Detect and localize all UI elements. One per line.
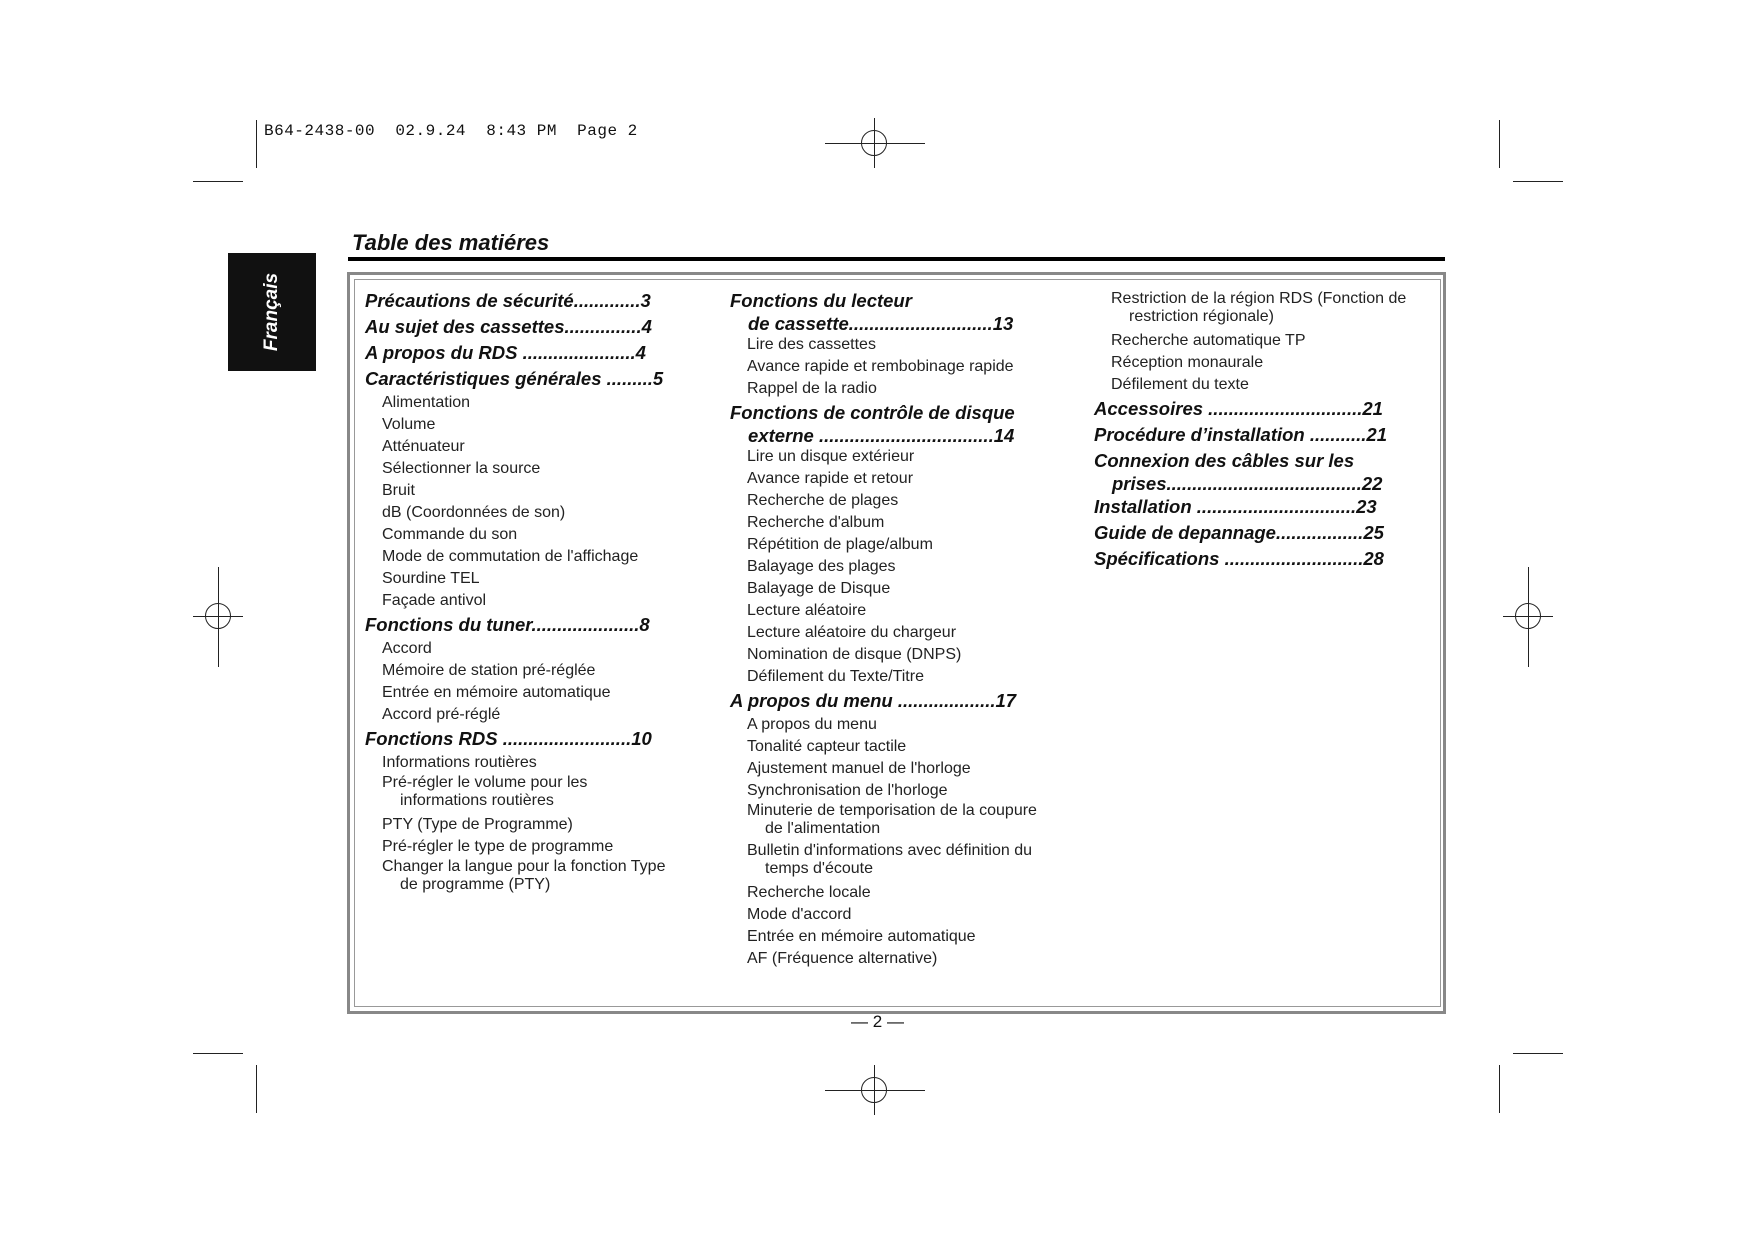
- toc-entry[interactable]: Nomination de disque (DNPS): [747, 646, 962, 663]
- language-tab: [228, 253, 316, 371]
- print-header: B64-2438-00 02.9.24 8:43 PM Page 2: [264, 122, 638, 140]
- registration-mark: [861, 1077, 887, 1103]
- toc-heading[interactable]: Accessoires ..............................21: [1094, 398, 1383, 419]
- toc-entry[interactable]: [365, 774, 700, 810]
- toc-entry[interactable]: Lecture aléatoire: [747, 602, 867, 619]
- toc-entry-line: de programme (PTY): [400, 876, 551, 893]
- toc-heading-continued[interactable]: de cassette............................13: [748, 313, 1014, 334]
- crop-mark: [193, 181, 243, 182]
- toc-entry[interactable]: Commande du son: [382, 526, 518, 543]
- toc-entry[interactable]: Défilement du Texte/Titre: [747, 668, 924, 685]
- toc-entry-line: temps d'écoute: [765, 860, 874, 877]
- registration-mark: [1515, 603, 1541, 629]
- toc-entry[interactable]: Avance rapide et retour: [747, 470, 914, 487]
- toc-heading[interactable]: Précautions de sécurité.............3: [365, 290, 651, 311]
- toc-column-1: [365, 288, 700, 898]
- toc-entry[interactable]: Synchronisation de l'horloge: [747, 782, 948, 799]
- toc-entry[interactable]: Recherche locale: [747, 884, 871, 901]
- page-title: Table des matiéres: [352, 230, 550, 255]
- toc-heading-continued[interactable]: prises......................................22: [1112, 473, 1383, 494]
- toc-entry[interactable]: Mode de commutation de l'affichage: [382, 548, 639, 565]
- toc-heading[interactable]: Connexion des câbles sur les: [1094, 450, 1355, 471]
- language-label: Français: [261, 272, 282, 352]
- crop-mark: [1513, 181, 1563, 182]
- toc-entry[interactable]: Défilement du texte: [1111, 376, 1249, 393]
- crop-mark: [256, 1065, 257, 1113]
- toc-entry[interactable]: Avance rapide et rembobinage rapide: [747, 358, 1014, 375]
- toc-entry[interactable]: Lire un disque extérieur: [747, 448, 915, 465]
- toc-entry[interactable]: Pré-régler le type de programme: [382, 838, 614, 855]
- toc-entry[interactable]: Entrée en mémoire automatique: [382, 684, 611, 701]
- toc-entry[interactable]: Balayage des plages: [747, 558, 896, 575]
- toc-entry[interactable]: A propos du menu: [747, 716, 877, 733]
- toc-entry[interactable]: Atténuateur: [382, 438, 465, 455]
- toc-entry-line: informations routières: [400, 792, 554, 809]
- toc-entry[interactable]: Mode d'accord: [747, 906, 852, 923]
- title-rule: [348, 257, 1445, 261]
- toc-heading[interactable]: Spécifications ...........................28: [1094, 548, 1384, 569]
- crop-mark: [256, 120, 257, 168]
- toc-entry-line: de l'alimentation: [765, 820, 881, 837]
- toc-heading[interactable]: A propos du menu ...................17: [730, 690, 1017, 711]
- registration-mark: [861, 130, 887, 156]
- toc-entry[interactable]: Recherche automatique TP: [1111, 332, 1306, 349]
- toc-entry[interactable]: Alimentation: [382, 394, 471, 411]
- toc-entry-line: Minuterie de temporisation de la coupure: [747, 802, 1037, 819]
- toc-entry[interactable]: Volume: [382, 416, 436, 433]
- toc-entry[interactable]: Tonalité capteur tactile: [747, 738, 907, 755]
- toc-entry[interactable]: Accord pré-réglé: [382, 706, 501, 723]
- toc-heading[interactable]: Procédure d’installation ...........21: [1094, 424, 1387, 445]
- toc-entry[interactable]: Recherche de plages: [747, 492, 899, 509]
- toc-entry-line: Restriction de la région RDS (Fonction de: [1111, 290, 1407, 307]
- toc-entry[interactable]: Façade antivol: [382, 592, 487, 609]
- toc-entry[interactable]: [365, 858, 700, 894]
- toc-entry[interactable]: Sélectionner la source: [382, 460, 541, 477]
- toc-entry[interactable]: Balayage de Disque: [747, 580, 891, 597]
- toc-entry[interactable]: Ajustement manuel de l'horloge: [747, 760, 971, 777]
- toc-entry-line: Pré-régler le volume pour les: [382, 774, 588, 791]
- toc-entry[interactable]: Lire des cassettes: [747, 336, 876, 353]
- toc-entry[interactable]: Bruit: [382, 482, 415, 499]
- toc-entry[interactable]: Accord: [382, 640, 432, 657]
- crop-mark: [1499, 120, 1500, 168]
- toc-entry[interactable]: dB (Coordonnées de son): [382, 504, 566, 521]
- toc-entry[interactable]: Sourdine TEL: [382, 570, 480, 587]
- toc-entry[interactable]: Répétition de plage/album: [747, 536, 933, 553]
- toc-heading[interactable]: Caractéristiques générales .........5: [365, 368, 664, 389]
- registration-mark: [205, 603, 231, 629]
- toc-entry[interactable]: Réception monaurale: [1111, 354, 1264, 371]
- toc-entry[interactable]: Recherche d'album: [747, 514, 885, 531]
- toc-entry[interactable]: Lecture aléatoire du chargeur: [747, 624, 957, 641]
- toc-entry[interactable]: [730, 842, 1070, 878]
- toc-entry[interactable]: Rappel de la radio: [747, 380, 877, 397]
- toc-column-2: [730, 288, 1070, 970]
- crop-mark: [193, 1053, 243, 1054]
- toc-entry[interactable]: [730, 802, 1070, 838]
- toc-heading[interactable]: Fonctions RDS .........................10: [365, 728, 652, 749]
- toc-heading[interactable]: A propos du RDS ......................4: [365, 342, 646, 363]
- page-number: — 2 —: [851, 1012, 904, 1031]
- crop-mark: [1513, 1053, 1563, 1054]
- toc-heading[interactable]: Installation ...............................23: [1094, 496, 1377, 517]
- toc-entry[interactable]: AF (Fréquence alternative): [747, 950, 938, 967]
- toc-entry-line: Bulletin d'informations avec définition du: [747, 842, 1032, 859]
- toc-heading[interactable]: Fonctions de contrôle de disque: [730, 402, 1015, 423]
- toc-column-3: [1094, 290, 1434, 572]
- toc-entry-line: restriction régionale): [1129, 308, 1274, 325]
- toc-heading[interactable]: Fonctions du lecteur: [730, 290, 912, 311]
- toc-entry[interactable]: Entrée en mémoire automatique: [747, 928, 976, 945]
- toc-entry[interactable]: Mémoire de station pré-réglée: [382, 662, 596, 679]
- crop-mark: [1499, 1065, 1500, 1113]
- toc-heading[interactable]: Fonctions du tuner.....................8: [365, 614, 650, 635]
- toc-heading[interactable]: Au sujet des cassettes...............4: [365, 316, 652, 337]
- toc-entry[interactable]: Informations routières: [382, 754, 537, 771]
- toc-entry[interactable]: [1094, 290, 1434, 326]
- toc-heading-continued[interactable]: externe ..................................14: [748, 425, 1015, 446]
- toc-heading[interactable]: Guide de depannage.................25: [1094, 522, 1384, 543]
- toc-entry[interactable]: PTY (Type de Programme): [382, 816, 573, 833]
- toc-entry-line: Changer la langue pour la fonction Type: [382, 858, 666, 875]
